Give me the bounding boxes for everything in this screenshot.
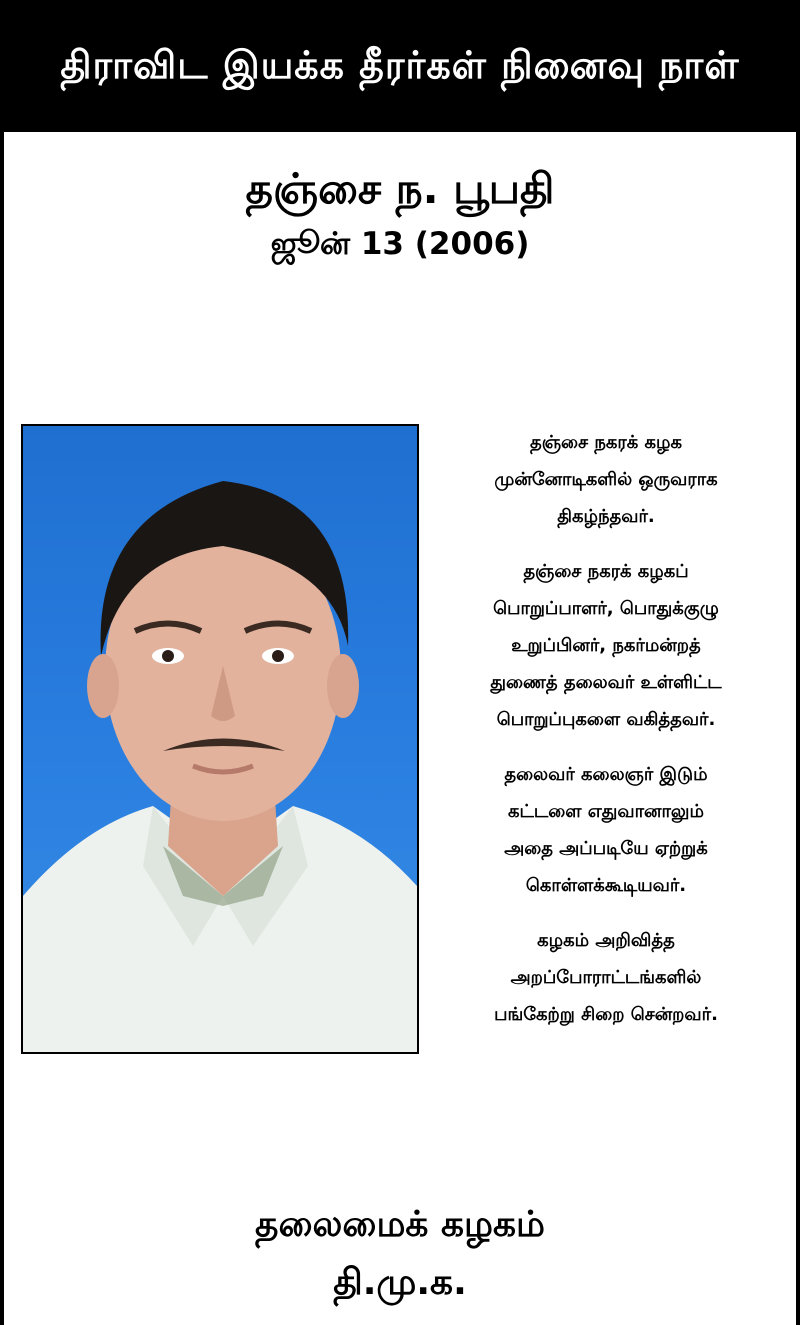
bio-line: அறப்போராட்டங்களில் xyxy=(510,967,702,988)
bio-line: முன்னோடிகளில் ஒருவராக xyxy=(494,469,718,490)
bio-line: பங்கேற்று சிறை சென்றவர். xyxy=(494,1004,718,1025)
bio-line: கழகம் அறிவித்த xyxy=(537,930,675,951)
bio-paragraph xyxy=(436,424,776,535)
bio-line: கொள்ளக்கூடியவர். xyxy=(525,875,687,896)
header-title: திராவிட இயக்க தீரர்கள் நினைவு நாள் xyxy=(60,43,740,87)
footer-organization: தலைமைக் கழகம் xyxy=(255,1204,545,1245)
bio-line: பொறுப்பாளர், பொதுக்குழு xyxy=(493,598,719,619)
portrait-photo xyxy=(21,424,419,1054)
bio-paragraph xyxy=(436,553,776,738)
person-name: தஞ்சை ந. பூபதி xyxy=(245,164,555,213)
bio-line: பொறுப்புகளை வகித்தவர். xyxy=(496,709,716,730)
bio-line: துணைத் தலைவர் உள்ளிட்ட xyxy=(490,672,722,693)
bio-line: திகழ்ந்தவர். xyxy=(557,506,655,527)
memorial-date: ஜூன் 13 (2006) xyxy=(270,226,530,262)
bio-line: அதை அப்படியே ஏற்றுக் xyxy=(504,838,708,859)
bio-line: கட்டளை எதுவானாலும் xyxy=(508,801,704,822)
bio-line: தலைவர் கலைஞர் இடும் xyxy=(504,764,708,785)
bio-line: உறுப்பினர், நகர்மன்றத் xyxy=(511,635,701,656)
bio-paragraph xyxy=(436,756,776,904)
bio-paragraph xyxy=(436,922,776,1033)
portrait-illustration xyxy=(23,426,417,1052)
bio-line: தஞ்சை நகரக் கழகப் xyxy=(523,561,689,582)
bio-line: தஞ்சை நகரக் கழக xyxy=(530,432,682,453)
footer-party: தி.மு.க. xyxy=(333,1262,467,1303)
header-banner xyxy=(4,4,796,132)
biography-text xyxy=(436,424,776,1051)
